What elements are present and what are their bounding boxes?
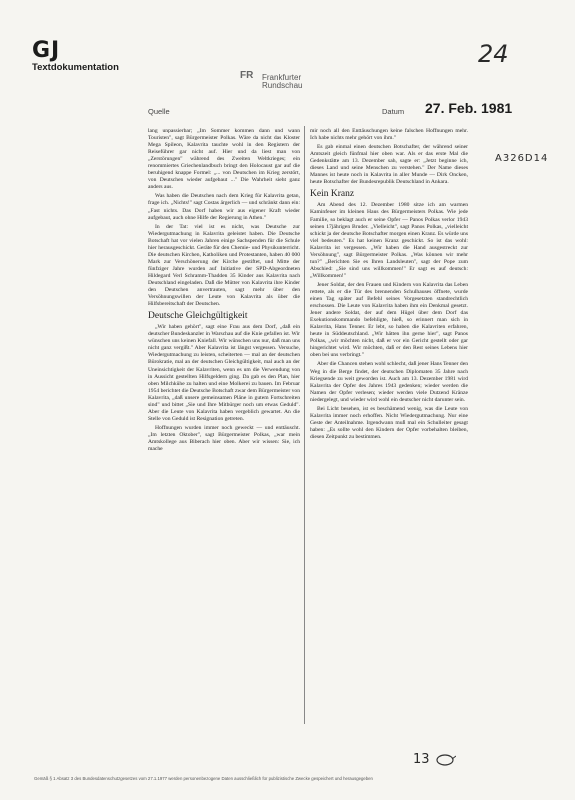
date-label: Datum	[382, 107, 405, 116]
article-column-left	[148, 128, 300, 455]
source-stamp	[240, 70, 303, 90]
paragraph: Es gab einmal einen deutschen Botschafter, der während seiner Amtszeit gleich fünfmal hier oben war. Als er das erste Mal die Gedenkstätte am 13. Dezember sah, sagte er: „Jetzt beginne ich, dieses Land und seine Menschen zu verstehen." Der Name dieses Mannes ist heute noch in Kalavrita in aller Munde — Dirk Oncken, heute Botschafter der Bundesrepublik Deutschland in Ankara.	[310, 144, 468, 186]
source-label: Quelle	[148, 107, 170, 116]
handwritten-page-number: 24	[478, 40, 509, 68]
section-heading: Deutsche Gleichgültigkeit	[148, 311, 248, 322]
paragraph: Am Abend des 12. Dezember 1980 sitze ich am warmen Kaminfeuer im kleinen Haus des Bürgermeisters Polkas. Wie jede Familie, so beklagt auch er seine Opfer — Panos Polkas verlor 1943 seinen 17jährigen Bruder. „Vielleicht", sagt Panos Polkas, „vielleicht schickt ja der deutsche Botschafter morgen einen Kranz. Es würde uns viel bedeuten." Es hat keinen Kranz geschickt. So ist das wohl: Kalavrita ist vergessen. „Wir haben die Hand ausgestreckt zur Versöhnung", sagt Bürgermeister Polkas. „Was können wir mehr tun?" „Berichten Sie es Ihren Landsleuten", sagt der Pope zum Abschied: „Sie sind uns willkommen!" Er sagt es auf deutsch: „Willkommen!"	[310, 202, 468, 279]
source-stamp-line2: Rundschau	[262, 81, 303, 90]
source-stamp-mark: FR	[240, 70, 254, 81]
paragraph: mir noch all den Enttäuschungen keine falschen Hoffnungen mehr. Ich habe nichts mehr gehört von ihm."	[310, 128, 468, 142]
paragraph: Hoffnungen wurden immer noch geweckt — und enttäuscht. „Im letzten Oktober", sagt Bürgermeister Polkas, „war mein Amtskollege aus Biberach hier oben. Aber wir wissen: Sie, ich mache	[148, 424, 300, 453]
paragraph: Jener Soldat, der den Frauen und Kindern von Kalavrita das Leben rettete, als er die Tür des brennenden Schulhauses öffnete, wurde einen Tag später auf Befehl seines Vorgesetzten standrechtlich erschossen. Die Leute von Kalavrita haben ihm ein Denkmal gesetzt. Jener andere Soldat, der auf dem Hügel über dem Dorf das Exekutionskommando befehligte, hieß, so erinnert man sich in Kalavrita, Hans Tenner. Er lebt, so haben die Kalavriten erfahren, heute in Süddeutschland. „Wir hätten ihn gerne hier", sagt Panos Polkas, „wir möchten nicht, daß er vor ein Gericht gestellt oder gar hingerichtet wird. Wir möchten, daß er den Rest seines Lebens hier oben bei uns verbringt."	[310, 281, 468, 359]
logo: GJ	[32, 38, 61, 63]
handwritten-reference-code: A326D14	[495, 153, 549, 164]
section-heading: Kein Kranz	[310, 189, 355, 200]
paragraph: Aber die Chancen stehen wohl schlecht, daß jener Hans Tenner den Weg in die Berge findet, der deutschen Diplomaten 35 Jahre nach Kriegsende zu weit geworden ist. Auch am 13. Dezember 1981 wird Kalavrita der Opfer des Jahres 1943 gedenken; wieder werden die Namen der Opfer verlesen; wieder werden viele Dutzend Kränze niedergelegt, und wieder wird wohl ein deutscher nicht darunter sein.	[310, 361, 468, 403]
source-stamp-line1: Frankfurter	[262, 73, 302, 82]
signature-loop-icon	[434, 753, 456, 767]
paragraph: Was haben die Deutschen nach dem Krieg für Kalavrita getan, frage ich. „Nichts!" sagt Costas ärgerlich — und schränkt dann ein: „Fast nichts. Das Dorf haben wir aus eigener Kraft wieder aufgebaut, auch ohne Hilfe der Regierung in Athen."	[148, 193, 300, 221]
paragraph: lang unpassierbar; „Im Sommer kommen dann und wann Touristen", sagt Bürgermeister Polkas. Wäre da nicht das Kloster Mega Spileon, Kalavrita tauchte wohl in den Registern der Reiseführer gar nicht auf. Hier und da liest man von „Zerstörungen" während des Zweiten Weltkrieges; ein renommiertes Griechenlandbuch bringt den Holocaust gar auf die beruhigend knappe Formel: „... von Deutschen im Krieg zerstört, von Deutschen wieder aufgebaut ..." Die Wahrheit sieht ganz anders aus.	[148, 128, 300, 191]
paragraph: Bei Licht besehen, ist es beschämend wenig, was die Leute von Kalavrita immer noch erhoffen. Nicht Wiedergutmachung. Nur eine Geste der Anteilnahme. Irgendwann muß mal ein Schulleiter gesagt haben: „Es sollte wohl den Kindern der Opfer vorbehalten bleiben, diesen Zeitpunkt zu bestimmen.	[310, 405, 468, 440]
date-stamp: 27. Feb. 1981	[425, 100, 513, 116]
logo-subtitle: Textdokumentation	[32, 62, 119, 73]
paragraph: „Wir haben gehört", sagt eine Frau aus dem Dorf, „daß ein deutscher Bundeskanzler in Warschau auf die Knie gefallen ist. Wir wünschen uns keinen Kniefall. Wir wünschen uns nur, daß man uns nicht ganz vergißt." Aber Kalavrita ist längst vergessen. Versuche, Wiedergutmachung zu leisten, scheiterten — mal an der deutschen Bürokratie, mal an der deutschen Gleichgültigkeit, mal auch an der Uneinsichtigkeit der Kalavriten, wenn es um die Verwendung von in Aussicht gestellten Hilfsgeldern ging. Da gab es den Plan, hier oben Milchkühe zu halten und eine Molkerei zu bauen. Im Februar 1954 berichtet die Deutsche Botschaft zwar dem Bürgermeister von Kalavrita, „daß unsere gemeinsamen Pläne in gutem Fortschreiten sind" und bittet „Sie und Ihre Mitbürger noch um etwas Geduld". Aber die Leute von Kalavrita haben vergeblich gewartet. An die Stelle von Geduld ist Resignation getreten.	[148, 324, 300, 422]
footer-disclaimer: Gemäß § 1 Absatz 3 des Bundesdatenschutzgesetzes vom 27.1.1977 werden personenbezogene Daten ausschließlich für publizistische Zwecke gespeichert und herausgegeben	[34, 776, 373, 781]
handwritten-signature: 13	[413, 752, 456, 767]
paragraph: In der Tat: viel ist es nicht, was Deutsche zur Wiedergutmachung in Kalavrita geleistet haben. Die Deutsche Botschaft hat vor vielen Jahren einige Sachspenden für die Schule hier herausgeschickt. Geräte für den Chemie- und Physikunterricht. Die deutschen Kirchen, Katholiken und Protestanten, haben 40 000 Mark zur Verschönerung der Kirche gestiftet, und Mitte der fünfziger Jahre wurden auf Initiative der SPD-Abgeordneten Hildegard Verl Schramm-Thadden 35 Kinder aus Kalavrita nach Deutschland eingeladen. Daß die Mütter von Kalavrita ihre Kinder den Deutschen anvertrauten, sagt mehr über den Versöhnungswillen der Leute von Kalavrita als über die Hilfsbereitschaft der Deutschen.	[148, 223, 300, 308]
article-column-right	[310, 128, 468, 443]
column-divider	[304, 126, 305, 724]
